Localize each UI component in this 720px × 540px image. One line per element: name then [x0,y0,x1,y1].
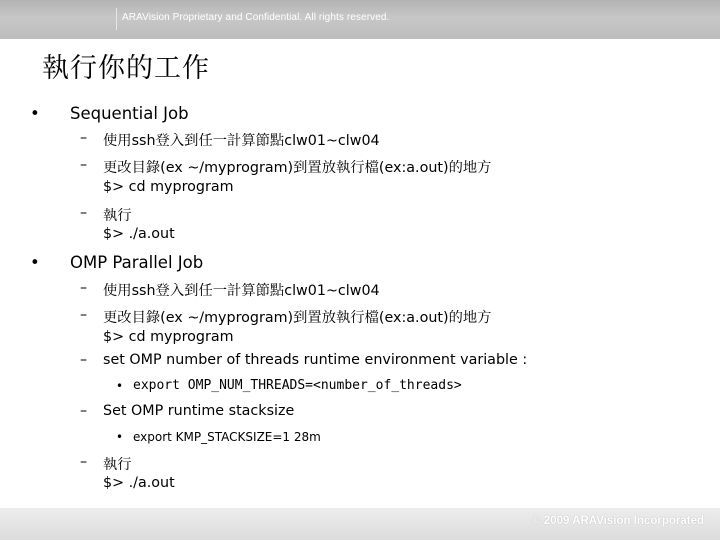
seq-step-run: 執行 [103,208,132,224]
dash-marker: – [80,130,88,146]
omp-step-set-stacksize: Set OMP runtime stacksize [103,403,295,419]
header-bar [0,0,720,39]
dash-marker: – [80,280,88,296]
omp-step-login: 使用ssh登入到任一計算節點clw01~clw04 [103,283,380,299]
dash-marker: – [80,352,88,368]
bullet-sequential-job: Sequential Job [70,104,189,123]
dash-marker: – [80,157,88,173]
bullet-marker: • [30,104,40,123]
omp-step-run: 執行 [103,457,132,473]
omp-cmd-export-stacksize: export KMP_STACKSIZE=1 28m [133,430,321,444]
slide-title: 執行你的工作 [42,53,210,84]
omp-cmd-export-threads: export OMP_NUM_THREADS=<number_of_threads> [133,378,462,393]
bullet-marker: • [116,430,124,444]
dash-marker: – [80,454,88,470]
seq-cmd-run: $> ./a.out [103,226,175,242]
omp-step-set-threads: set OMP number of threads runtime environment variable : [103,352,528,368]
dash-marker: – [80,403,88,419]
confidential-notice: ARAVision Proprietary and Confidential. All rights reserved. [122,12,390,23]
seq-cmd-cd: $> cd myprogram [103,179,234,195]
bullet-omp-parallel-job: OMP Parallel Job [70,253,204,272]
dash-marker: – [80,205,88,221]
bullet-marker: • [116,379,124,393]
seq-step-chdir: 更改目錄(ex ~/myprogram)到置放執行檔(ex:a.out)的地方 [103,160,492,176]
seq-step-login: 使用ssh登入到任一計算節點clw01~clw04 [103,133,380,149]
copyright-notice: © 2009 ARAVision Incorporated [532,515,704,527]
header-divider [116,8,117,30]
omp-cmd-cd: $> cd myprogram [103,329,234,345]
omp-cmd-run: $> ./a.out [103,475,175,491]
footer-bar [0,508,720,540]
omp-step-chdir: 更改目錄(ex ~/myprogram)到置放執行檔(ex:a.out)的地方 [103,310,492,326]
dash-marker: – [80,307,88,323]
bullet-marker: • [30,253,40,272]
